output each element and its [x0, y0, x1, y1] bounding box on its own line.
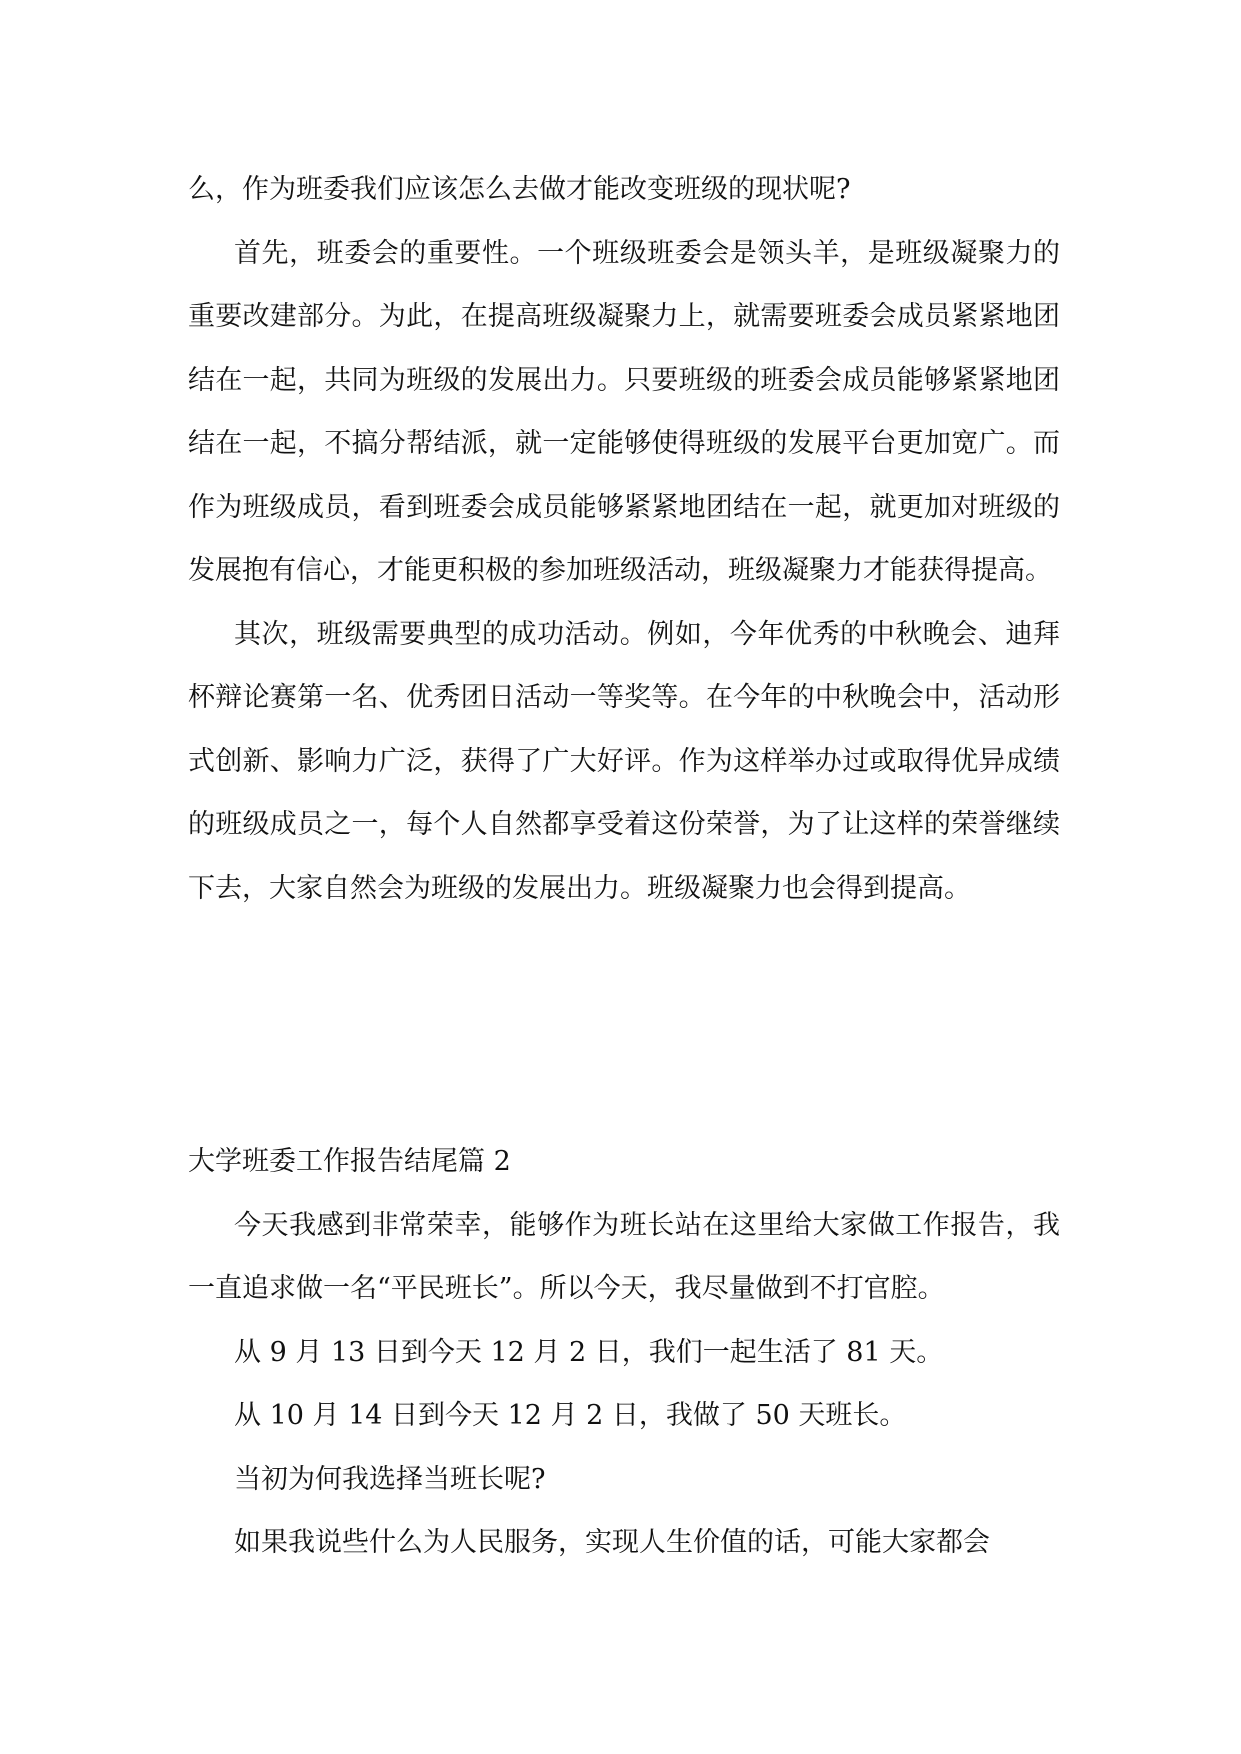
paragraph-continuation: 么，作为班委我们应该怎么去做才能改变班级的现状呢? — [188, 174, 851, 205]
paragraph-why-monitor: 当初为何我选择当班长呢? — [234, 1463, 546, 1495]
section-1 — [188, 158, 1060, 920]
paragraph-days-lived: 从 9 月 13 日到今天 12 月 2 日，我们一起生活了 81 天。 — [234, 1336, 944, 1368]
section-2 — [188, 1130, 1060, 1575]
paragraph-days-monitor: 从 10 月 14 日到今天 12 月 2 日，我做了 50 天班长。 — [234, 1400, 907, 1431]
paragraph-successful-activities: 其次，班级需要典型的成功活动。例如，今年优秀的中秋晚会、迪拜杯辩论赛第一名、优秀团日活动一等奖等。在今年的中秋晚会中，活动形式创新、影响力广泛，获得了广大好评。作为这样举办过或取得优异成绩的班级成员之一，每个人自然都享受着这份荣誉，为了让这样的荣誉继续下去，大家自然会为班级的发展出力。班级凝聚力也会得到提高。 — [188, 618, 1060, 904]
paragraph-honor-report: 今天我感到非常荣幸，能够作为班长站在这里给大家做工作报告，我一直追求做一名“平民班长”。所以今天，我尽量做到不打官腔。 — [188, 1209, 1060, 1304]
paragraph-serve-people: 如果我说些什么为人民服务，实现人生价值的话，可能大家都会 — [234, 1527, 990, 1558]
paragraph-class-committee-importance: 首先，班委会的重要性。一个班级班委会是领头羊，是班级凝聚力的重要改建部分。为此，在提高班级凝聚力上，就需要班委会成员紧紧地团结在一起，共同为班级的发展出力。只要班级的班委会成员能够紧紧地团结在一起，不搞分帮结派，就一定能够使得班级的发展平台更加宽广。而作为班级成员，看到班委会成员能够紧紧地团结在一起，就更加对班级的发展抱有信心，才能更积极的参加班级活动，班级凝聚力才能获得提高。 — [188, 237, 1060, 586]
section-heading: 大学班委工作报告结尾篇 2 — [188, 1146, 511, 1177]
